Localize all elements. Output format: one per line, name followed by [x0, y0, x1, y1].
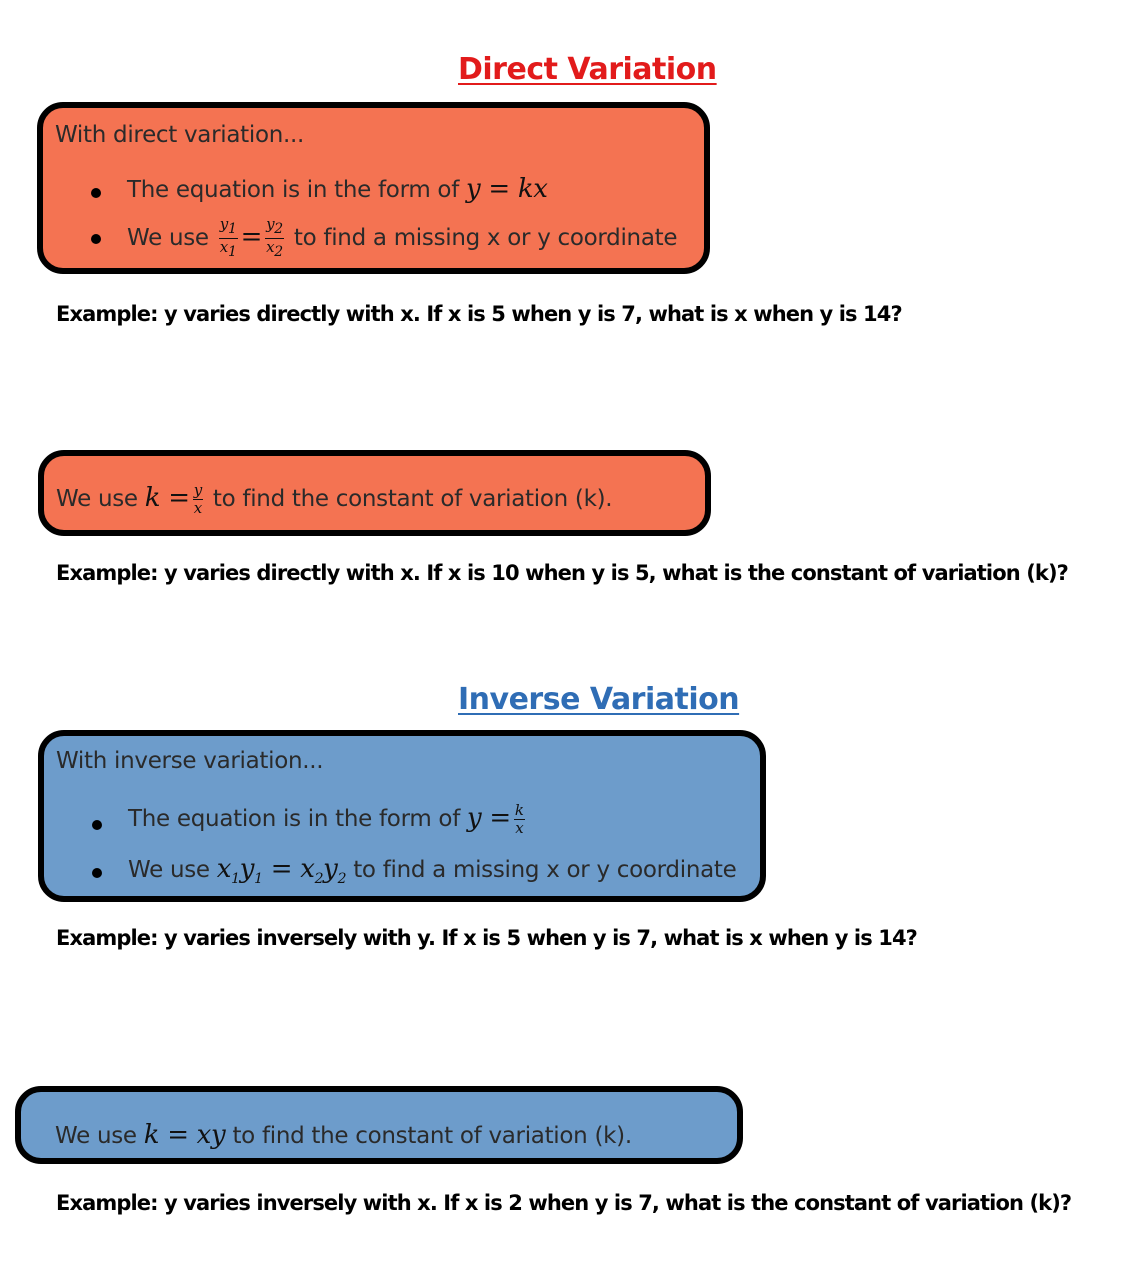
inverse-equation-form-text: The equation is in the form of — [128, 806, 461, 832]
fraction-denominator: $x_2$ — [266, 238, 283, 260]
inverse-product-math: $x_1y_1 = x_2y_2$ — [216, 854, 347, 888]
inverse-variation-rules-box — [38, 730, 766, 902]
inverse-product-prefix: We use — [128, 857, 210, 883]
inverse-product-suffix: to find a missing x or y coordinate — [353, 857, 737, 883]
direct-example-2: Example: y varies directly with x. If x is 10 when y is 5, what is the constant of variation (k)? — [56, 561, 1068, 585]
bullet-icon — [91, 188, 101, 198]
inverse-variation-title: Inverse Variation — [458, 682, 740, 717]
fraction-numerator: $y_1$ — [219, 215, 237, 237]
direct-variation-title: Direct Variation — [458, 52, 717, 87]
direct-constant-math: k = — [144, 483, 190, 513]
fraction-y2-over-x2 — [265, 216, 284, 261]
direct-equation-math: y = kx — [466, 174, 548, 204]
direct-intro-text: With direct variation... — [55, 122, 305, 148]
fraction-denominator: $x_1$ — [219, 238, 237, 260]
inverse-product-rule — [128, 854, 736, 887]
direct-constant-box — [38, 450, 711, 536]
inverse-example-2: Example: y varies inversely with x. If x is 2 when y is 7, what is the constant of variation (k)? — [56, 1191, 1072, 1215]
fraction-y1-over-x1 — [219, 216, 238, 261]
inverse-constant-rule — [55, 1120, 632, 1150]
direct-equation-form — [127, 174, 548, 204]
fraction-numerator: y — [193, 481, 202, 499]
direct-equation-form-text: The equation is in the form of — [127, 177, 460, 203]
fraction-y-over-x — [193, 482, 203, 517]
inverse-constant-suffix: to find the constant of variation (k). — [232, 1123, 632, 1149]
inverse-example-1: Example: y varies inversely with y. If x is 5 when y is 7, what is x when y is 14? — [56, 926, 917, 950]
bullet-icon — [91, 234, 101, 244]
fraction-k-over-x — [514, 802, 525, 837]
direct-constant-prefix: We use — [56, 486, 138, 512]
direct-constant-rule — [56, 482, 612, 517]
equals-sign: = — [240, 222, 263, 252]
inverse-constant-prefix: We use — [55, 1123, 137, 1149]
inverse-constant-box — [15, 1086, 743, 1164]
direct-example-1: Example: y varies directly with x. If x is 5 when y is 7, what is x when y is 14? — [56, 302, 902, 326]
fraction-denominator: x — [515, 819, 524, 837]
direct-constant-suffix: to find the constant of variation (k). — [212, 486, 613, 512]
inverse-constant-math: k = xy — [143, 1120, 226, 1150]
inverse-equation-form — [128, 802, 528, 837]
inverse-equation-math: y = — [467, 803, 511, 833]
direct-variation-rules-box — [37, 102, 710, 274]
fraction-denominator: x — [193, 499, 202, 517]
direct-proportion-suffix: to find a missing x or y coordinate — [293, 225, 678, 251]
inverse-intro-text: With inverse variation... — [56, 748, 324, 774]
direct-proportion-prefix: We use — [127, 225, 209, 251]
fraction-numerator: $y_2$ — [266, 215, 283, 237]
bullet-icon — [92, 820, 102, 830]
direct-proportion-rule — [127, 216, 677, 261]
fraction-numerator: k — [514, 801, 524, 819]
bullet-icon — [92, 868, 102, 878]
